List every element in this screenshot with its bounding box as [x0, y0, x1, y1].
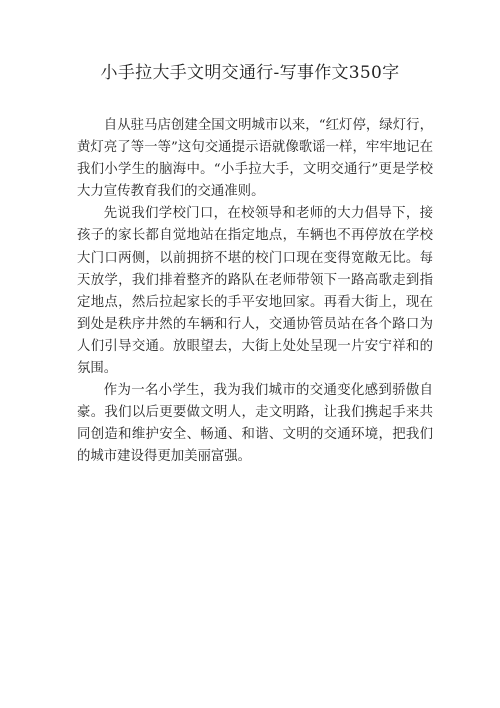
document-title: 小手拉大手文明交通行-写事作文350字: [100, 63, 400, 83]
paragraph-3: 作为一名小学生，我为我们城市的交通变化感到骄傲自豪。我们以后更要做文明人，走文明路，让我们携起手来共同创造和维护安全、畅通、和谐、文明的交通环境，把我们的城市建设得更加美丽富强。: [77, 383, 433, 465]
paragraph-2: 先说我们学校门口，在校领导和老师的大力倡导下，接孩子的家长都自觉地站在指定地点，车辆也不再停放在学校大门口两侧，以前拥挤不堪的校门口现在变得宽敞无比。每天放学，我们排着整齐的路队在老师带领下一路高歌走到指定地点，然后拉起家长的手平安地回家。再看大街上，现在到处是秩序井然的车辆和行人，交通协管员站在各个路口为人们引导交通。放眼望去，大街上处处呈现一片安宁祥和的氛围。: [77, 206, 433, 377]
document-body: [77, 115, 433, 469]
paragraph-1: 自从驻马店创建全国文明城市以来，“红灯停，绿灯行，黄灯亮了等一等”这句交通提示语就像歌谣一样，牢牢地记在我们小学生的脑海中。“小手拉大手，文明交通行”更是学校大力宣传教育我们的交通准则。: [77, 118, 433, 200]
